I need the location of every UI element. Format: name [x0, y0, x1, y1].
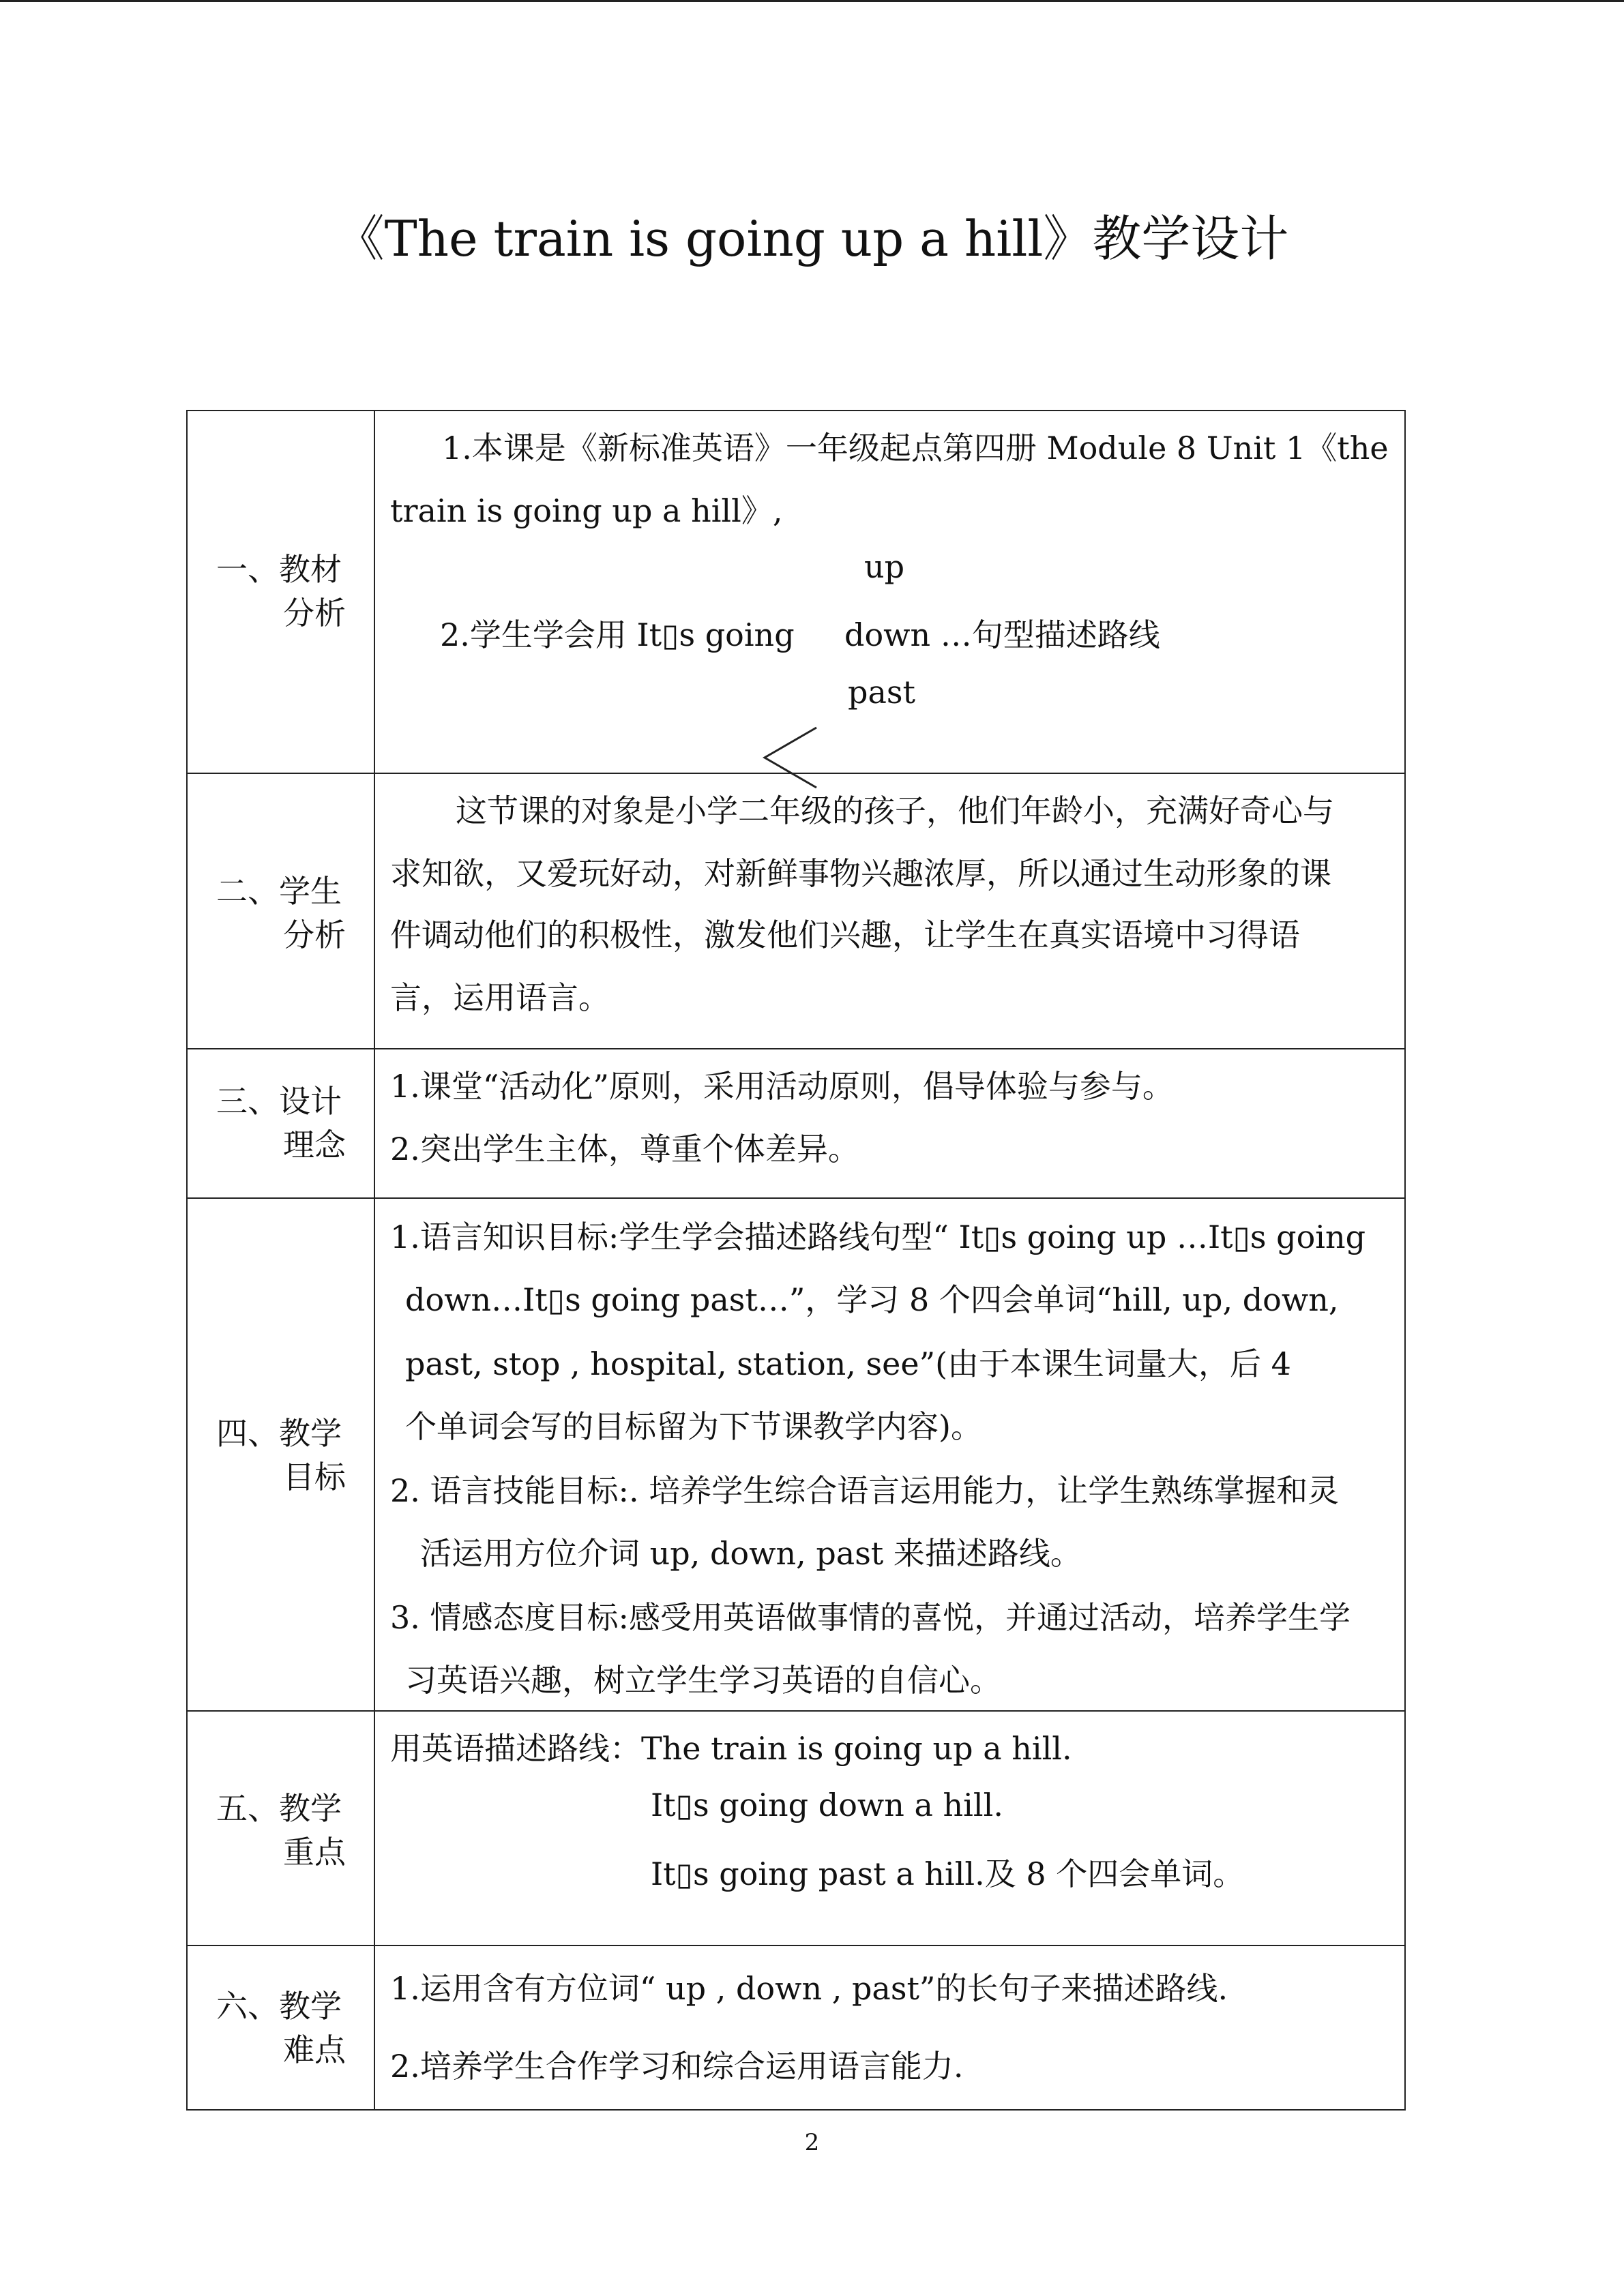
- content-line: 个单词会写的目标留为下节课教学内容)。: [405, 1408, 982, 1445]
- section-content: [374, 411, 1405, 773]
- table-row: [187, 1049, 1405, 1198]
- section-content: [374, 1198, 1405, 1711]
- content-line: 2. 语言技能目标:. 培养学生综合语言运用能力，让学生熟练掌握和灵: [390, 1472, 1340, 1509]
- section-label: [187, 1945, 374, 2110]
- section-content: [374, 1049, 1405, 1198]
- content-line: 2.突出学生主体，尊重个体差异。: [390, 1131, 859, 1167]
- content-line: 言，运用语言。: [390, 979, 610, 1016]
- section-label-line1: 一、教材: [216, 551, 342, 588]
- lesson-plan-table: [186, 410, 1406, 2111]
- table-row: [187, 1945, 1405, 2110]
- content-line: 用英语描述路线：The train is going up a hill.: [390, 1730, 1072, 1767]
- section-label: [187, 411, 374, 773]
- section-label-line2: 分析: [283, 595, 346, 631]
- section-label-line1: 六、教学: [216, 1988, 342, 2025]
- section-label-line1: 四、教学: [216, 1415, 342, 1452]
- content-line: 这节课的对象是小学二年级的孩子，他们年龄小，充满好奇心与: [456, 792, 1334, 829]
- content-line: past: [848, 674, 915, 711]
- table-row: [187, 773, 1405, 1049]
- content-line: down …句型描述路线: [844, 616, 1160, 653]
- section-label: [187, 1198, 374, 1711]
- table-row: [187, 1711, 1405, 1945]
- content-line: 1.语言知识目标:学生学会描述路线句型“ It▯s going up …It▯s going: [390, 1219, 1366, 1255]
- content-line: 2.培养学生合作学习和综合运用语言能力.: [390, 2048, 964, 2085]
- section-label-line2: 重点: [283, 1834, 346, 1870]
- section-label-line2: 理念: [283, 1127, 346, 1163]
- section-content: [374, 773, 1405, 1049]
- content-line: 3. 情感态度目标:感受用英语做事情的喜悦，并通过活动，培养学生学: [390, 1599, 1351, 1636]
- content-line: It▯s going down a hill.: [651, 1787, 1003, 1823]
- content-line: 1.课堂“活动化”原则，采用活动原则，倡导体验与参与。: [390, 1068, 1174, 1105]
- content-line: 件调动他们的积极性，激发他们兴趣，让学生在真实语境中习得语: [390, 916, 1300, 953]
- section-label-line1: 五、教学: [216, 1790, 342, 1827]
- section-label: [187, 773, 374, 1049]
- section-label-line2: 目标: [283, 1459, 346, 1495]
- content-line: 2.学生学会用 It▯s going: [440, 616, 795, 653]
- content-line: train is going up a hill》,: [390, 492, 783, 529]
- content-line: past, stop , hospital, station, see”(由于本课生词量大，后 4: [405, 1345, 1291, 1382]
- content-line: 1.运用含有方位词“ up , down , past”的长句子来描述路线.: [390, 1970, 1228, 2007]
- content-line: It▯s going past a hill.及 8 个四会单词。: [651, 1855, 1245, 1892]
- section-label: [187, 1711, 374, 1945]
- section-label: [187, 1049, 374, 1198]
- content-line: 1.本课是《新标准英语》一年级起点第四册 Module 8 Unit 1《the: [442, 430, 1389, 466]
- content-line: down…It▯s going past…”，学习 8 个四会单词“hill, up, down,: [405, 1281, 1339, 1318]
- document-title: 《The train is going up a hill》教学设计: [335, 210, 1289, 267]
- section-label-line2: 分析: [283, 916, 346, 953]
- arrow-left-icon: [761, 719, 822, 794]
- content-line: 习英语兴趣，树立学生学习英语的自信心。: [405, 1662, 1001, 1699]
- content-line: up: [864, 548, 905, 585]
- top-border-rule: [0, 0, 1624, 2]
- section-label-line2: 难点: [283, 2031, 346, 2068]
- content-line: 求知欲，又爱玩好动，对新鲜事物兴趣浓厚，所以通过生动形象的课: [390, 855, 1331, 892]
- table-row: [187, 1198, 1405, 1711]
- content-line: 活运用方位介词 up, down, past 来描述路线。: [420, 1535, 1082, 1572]
- section-content: [374, 1711, 1405, 1945]
- page-number: 2: [804, 2129, 820, 2156]
- section-label-line1: 二、学生: [216, 873, 342, 910]
- section-content: [374, 1945, 1405, 2110]
- section-label-line1: 三、设计: [216, 1083, 342, 1120]
